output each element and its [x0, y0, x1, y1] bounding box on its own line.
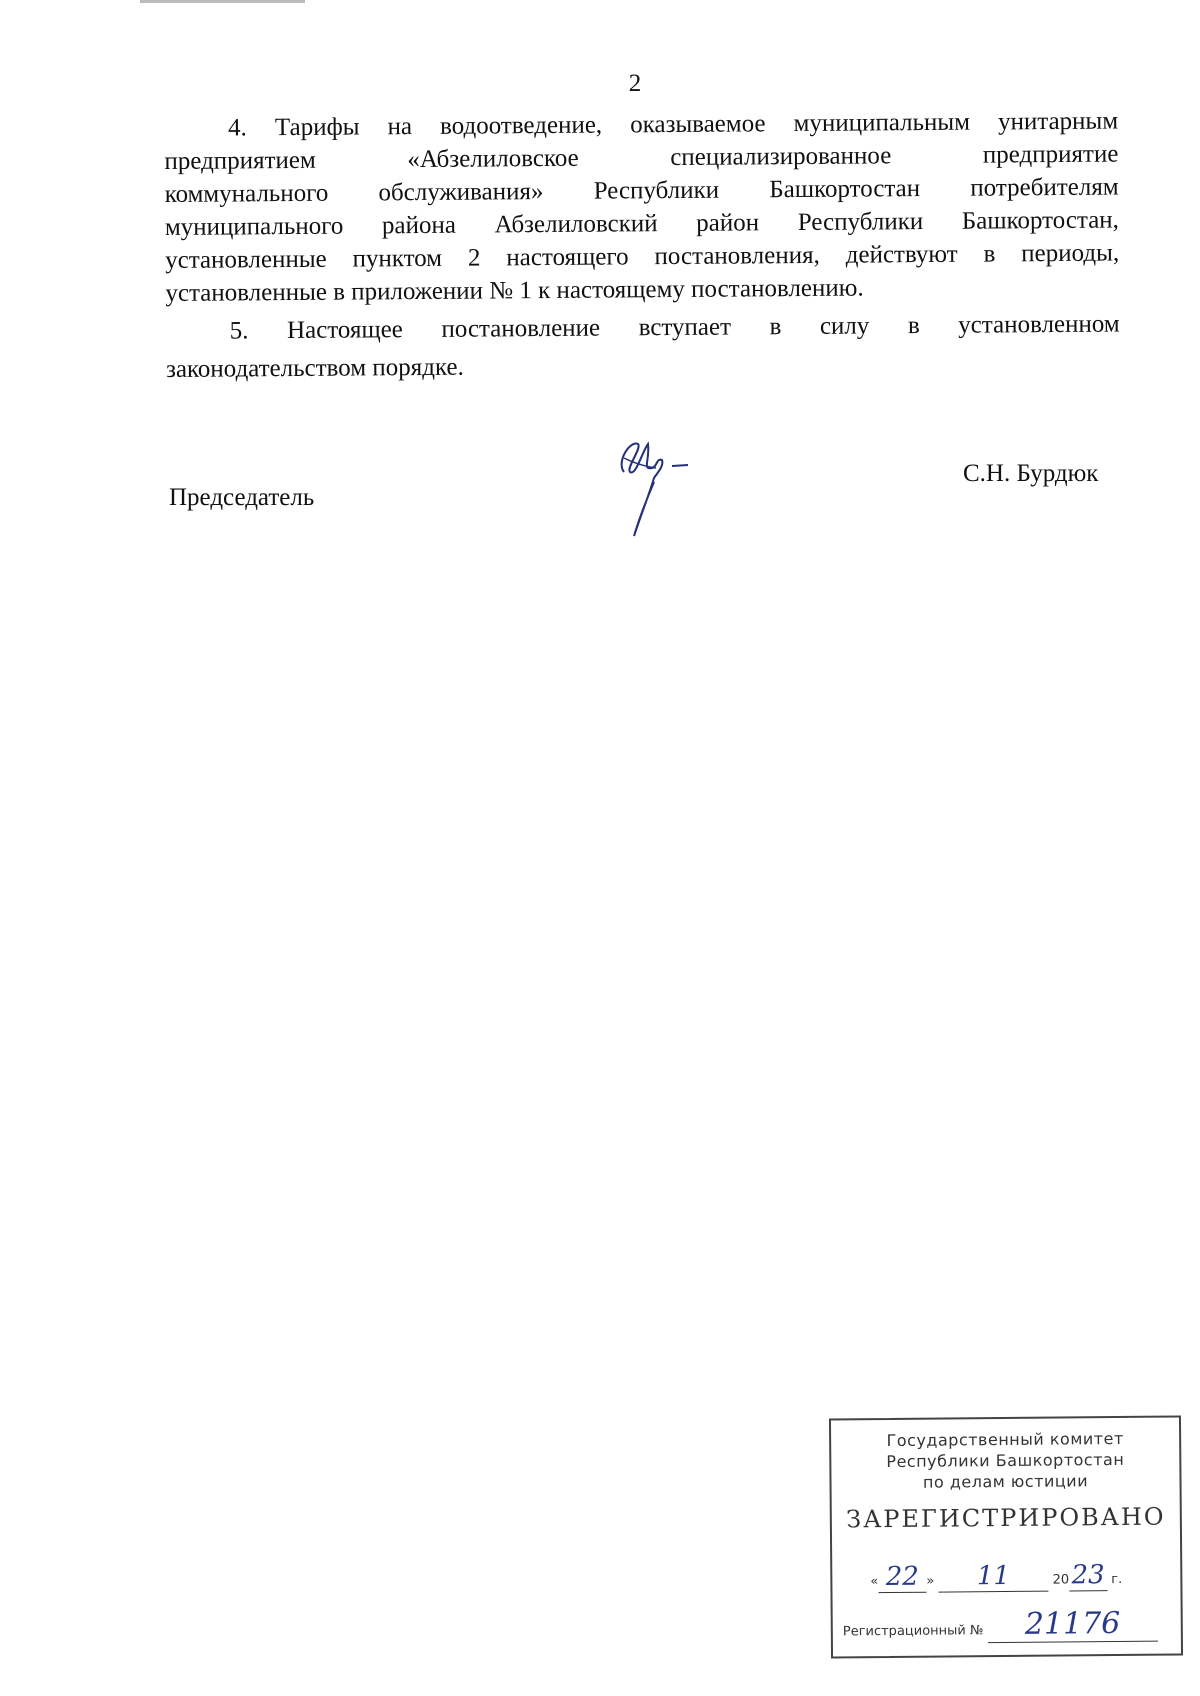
stamp-registration — [843, 1606, 1173, 1645]
stamp-day: 22 — [878, 1562, 926, 1593]
paragraph-4-line: муниципального района Абзелиловский район Республики Башкортостан, — [164, 206, 1119, 241]
stamp-year-prefix: 20 — [1052, 1572, 1070, 1588]
stamp-org-line: Государственный комитет — [886, 1428, 1124, 1451]
paragraph-5-line: 5. Настоящее постановление вступает в силу в установленном — [229, 310, 1120, 345]
stamp-month: 11 — [938, 1561, 1048, 1593]
paragraph-4-line: предприятием «Абзелиловское специализированное предприятие — [164, 140, 1119, 175]
paragraph-4-line: коммунального обслуживания» Республики Башкортостан потребителям — [164, 173, 1119, 208]
paragraph-5-line: законодательством порядке. — [165, 353, 464, 383]
document-body — [164, 105, 1120, 386]
stamp-year-mark: г. — [1111, 1571, 1123, 1588]
paragraph-4-line: установленные пунктом 2 настоящего постановления, действуют в периоды, — [165, 239, 1120, 274]
stamp-reg-number: 21176 — [987, 1606, 1157, 1643]
stamp-open-quote: « — [870, 1574, 879, 1590]
stamp-date — [870, 1560, 1170, 1594]
page-number: 2 — [628, 70, 642, 97]
stamp-close-quote: » — [926, 1573, 935, 1589]
scan-edge — [140, 0, 305, 3]
paragraph-4-line: установленные в приложении № 1 к настоящему постановлению. — [165, 274, 864, 307]
stamp-org-line: Республики Башкортостан — [886, 1449, 1125, 1472]
paragraph-4-line: 4. Тарифы на водоотведение, оказываемое муниципальным унитарным — [228, 107, 1119, 142]
stamp-reg-label: Регистрационный № — [842, 1623, 984, 1640]
stamp-year-suffix: 23 — [1069, 1560, 1107, 1591]
signatory-role: Председатель — [169, 484, 315, 511]
signatory-name: С.Н. Бурдюк — [963, 460, 1099, 487]
stamp-status: ЗАРЕГИСТРИРОВАНО — [846, 1502, 1166, 1534]
stamp-org-line: по делам юстиции — [922, 1471, 1089, 1492]
handwritten-signature — [612, 432, 702, 542]
registration-stamp — [829, 1415, 1183, 1658]
